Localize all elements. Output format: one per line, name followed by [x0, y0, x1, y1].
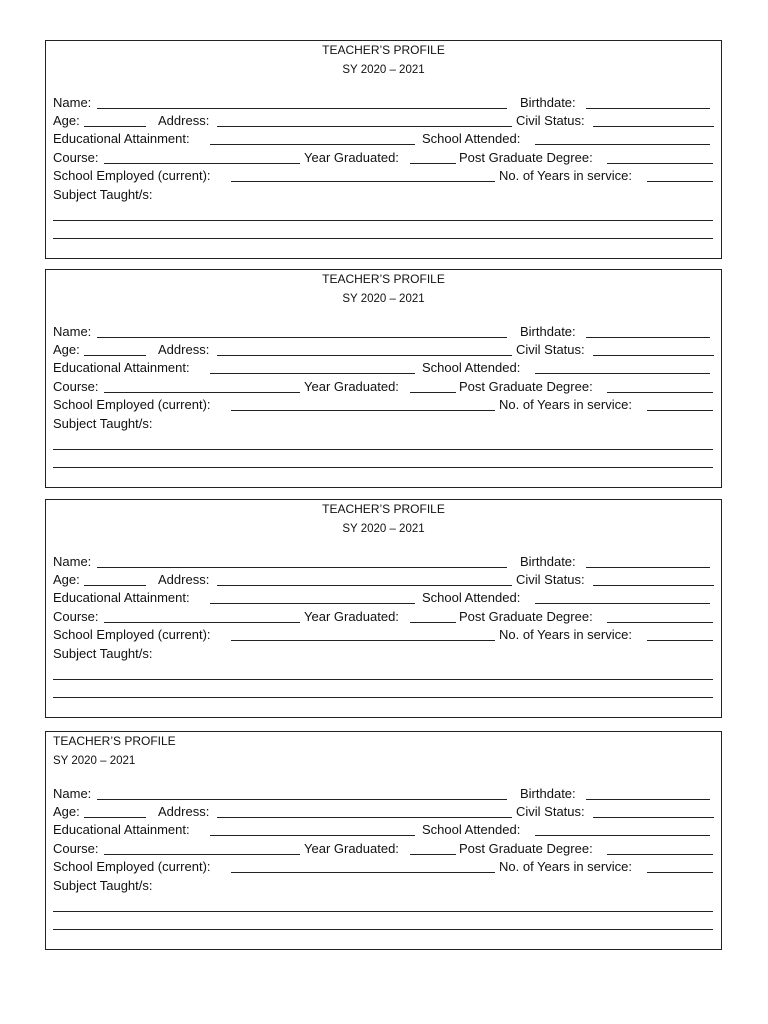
educational-attainment-field[interactable]	[210, 144, 415, 145]
educational-attainment-label: Educational Attainment:	[53, 822, 190, 837]
course-label: Course:	[53, 609, 99, 624]
subject-taught-line-2[interactable]	[53, 467, 713, 468]
post-graduate-degree-label: Post Graduate Degree:	[459, 609, 593, 624]
teacher-profile-card	[45, 40, 722, 259]
civil-status-field[interactable]	[593, 817, 714, 818]
card-header	[46, 502, 721, 537]
row-course-year-degree	[53, 149, 713, 167]
school-year: SY 2020 – 2021	[53, 755, 136, 767]
row-course-year-degree	[53, 378, 713, 396]
school-employed-field[interactable]	[231, 181, 495, 182]
year-graduated-field[interactable]	[410, 392, 456, 393]
school-attended-field[interactable]	[535, 603, 710, 604]
age-label: Age:	[53, 342, 80, 357]
school-attended-field[interactable]	[535, 144, 710, 145]
age-label: Age:	[53, 113, 80, 128]
row-subject-taught	[53, 415, 713, 433]
educational-attainment-field[interactable]	[210, 603, 415, 604]
year-graduated-field[interactable]	[410, 854, 456, 855]
row-subject-taught	[53, 877, 713, 895]
school-employed-field[interactable]	[231, 410, 495, 411]
school-employed-label: School Employed (current):	[53, 397, 211, 412]
name-label: Name:	[53, 786, 92, 801]
years-in-service-field[interactable]	[647, 872, 713, 873]
row-name-birthdate	[53, 785, 713, 803]
years-in-service-label: No. of Years in service:	[499, 168, 632, 183]
address-field[interactable]	[217, 817, 512, 818]
birthdate-label: Birthdate:	[520, 95, 576, 110]
school-attended-label: School Attended:	[422, 590, 521, 605]
post-graduate-degree-label: Post Graduate Degree:	[459, 150, 593, 165]
course-label: Course:	[53, 150, 99, 165]
row-employment-service	[53, 858, 713, 876]
row-subject-taught	[53, 645, 713, 663]
subject-taught-label: Subject Taught/s:	[53, 878, 153, 893]
civil-status-field[interactable]	[593, 126, 714, 127]
year-graduated-label: Year Graduated:	[304, 609, 399, 624]
course-field[interactable]	[104, 854, 300, 855]
name-field[interactable]	[97, 799, 507, 800]
post-graduate-degree-label: Post Graduate Degree:	[459, 841, 593, 856]
post-graduate-degree-field[interactable]	[607, 854, 713, 855]
row-age-address-civil-status	[53, 112, 713, 130]
row-employment-service	[53, 167, 713, 185]
subject-taught-line-1[interactable]	[53, 220, 713, 221]
year-graduated-field[interactable]	[410, 163, 456, 164]
civil-status-field[interactable]	[593, 585, 714, 586]
row-age-address-civil-status	[53, 571, 713, 589]
address-field[interactable]	[217, 355, 512, 356]
school-attended-label: School Attended:	[422, 360, 521, 375]
educational-attainment-field[interactable]	[210, 835, 415, 836]
educational-attainment-label: Educational Attainment:	[53, 131, 190, 146]
teacher-profile-card	[45, 731, 722, 950]
post-graduate-degree-field[interactable]	[607, 163, 713, 164]
years-in-service-field[interactable]	[647, 640, 713, 641]
age-label: Age:	[53, 804, 80, 819]
school-attended-field[interactable]	[535, 835, 710, 836]
row-course-year-degree	[53, 608, 713, 626]
school-attended-field[interactable]	[535, 373, 710, 374]
form-title: TEACHER’S PROFILE	[322, 502, 445, 516]
school-employed-field[interactable]	[231, 872, 495, 873]
form-title: TEACHER’S PROFILE	[322, 272, 445, 286]
address-label: Address:	[158, 342, 210, 357]
subject-taught-label: Subject Taught/s:	[53, 646, 153, 661]
birthdate-field[interactable]	[586, 108, 710, 109]
year-graduated-label: Year Graduated:	[304, 150, 399, 165]
subject-taught-label: Subject Taught/s:	[53, 416, 153, 431]
name-label: Name:	[53, 554, 92, 569]
row-age-address-civil-status	[53, 803, 713, 821]
course-field[interactable]	[104, 163, 300, 164]
row-education-school	[53, 821, 713, 839]
name-field[interactable]	[97, 567, 507, 568]
years-in-service-label: No. of Years in service:	[499, 627, 632, 642]
row-age-address-civil-status	[53, 341, 713, 359]
school-attended-label: School Attended:	[422, 822, 521, 837]
address-field[interactable]	[217, 585, 512, 586]
birthdate-field[interactable]	[586, 567, 710, 568]
row-name-birthdate	[53, 553, 713, 571]
school-year: SY 2020 – 2021	[342, 523, 425, 535]
educational-attainment-label: Educational Attainment:	[53, 360, 190, 375]
card-header	[46, 272, 721, 307]
age-field[interactable]	[84, 585, 146, 586]
row-name-birthdate	[53, 94, 713, 112]
teacher-profile-card	[45, 269, 722, 488]
years-in-service-field[interactable]	[647, 181, 713, 182]
row-course-year-degree	[53, 840, 713, 858]
age-label: Age:	[53, 572, 80, 587]
age-field[interactable]	[84, 817, 146, 818]
course-label: Course:	[53, 379, 99, 394]
row-education-school	[53, 359, 713, 377]
years-in-service-field[interactable]	[647, 410, 713, 411]
birthdate-label: Birthdate:	[520, 554, 576, 569]
birthdate-label: Birthdate:	[520, 786, 576, 801]
school-year: SY 2020 – 2021	[342, 293, 425, 305]
subject-taught-line-1[interactable]	[53, 449, 713, 450]
school-employed-label: School Employed (current):	[53, 627, 211, 642]
birthdate-label: Birthdate:	[520, 324, 576, 339]
school-employed-label: School Employed (current):	[53, 168, 211, 183]
row-subject-taught	[53, 186, 713, 204]
form-title: TEACHER’S PROFILE	[53, 734, 176, 748]
name-label: Name:	[53, 324, 92, 339]
years-in-service-label: No. of Years in service:	[499, 859, 632, 874]
course-field[interactable]	[104, 392, 300, 393]
subject-taught-line-2[interactable]	[53, 697, 713, 698]
birthdate-field[interactable]	[586, 337, 710, 338]
row-employment-service	[53, 396, 713, 414]
post-graduate-degree-field[interactable]	[607, 622, 713, 623]
civil-status-field[interactable]	[593, 355, 714, 356]
name-field[interactable]	[97, 337, 507, 338]
civil-status-label: Civil Status:	[516, 804, 585, 819]
subject-taught-label: Subject Taught/s:	[53, 187, 153, 202]
row-education-school	[53, 130, 713, 148]
teacher-profile-card	[45, 499, 722, 718]
subject-taught-line-1[interactable]	[53, 911, 713, 912]
educational-attainment-field[interactable]	[210, 373, 415, 374]
card-header	[46, 43, 721, 78]
course-label: Course:	[53, 841, 99, 856]
name-label: Name:	[53, 95, 92, 110]
age-field[interactable]	[84, 355, 146, 356]
birthdate-field[interactable]	[586, 799, 710, 800]
name-field[interactable]	[97, 108, 507, 109]
educational-attainment-label: Educational Attainment:	[53, 590, 190, 605]
civil-status-label: Civil Status:	[516, 572, 585, 587]
school-employed-field[interactable]	[231, 640, 495, 641]
school-employed-label: School Employed (current):	[53, 859, 211, 874]
school-year: SY 2020 – 2021	[342, 64, 425, 76]
years-in-service-label: No. of Years in service:	[499, 397, 632, 412]
card-header	[53, 734, 721, 769]
course-field[interactable]	[104, 622, 300, 623]
year-graduated-label: Year Graduated:	[304, 379, 399, 394]
subject-taught-line-2[interactable]	[53, 929, 713, 930]
row-employment-service	[53, 626, 713, 644]
year-graduated-field[interactable]	[410, 622, 456, 623]
civil-status-label: Civil Status:	[516, 342, 585, 357]
post-graduate-degree-label: Post Graduate Degree:	[459, 379, 593, 394]
row-education-school	[53, 589, 713, 607]
age-field[interactable]	[84, 126, 146, 127]
address-label: Address:	[158, 113, 210, 128]
subject-taught-line-1[interactable]	[53, 679, 713, 680]
subject-taught-line-2[interactable]	[53, 238, 713, 239]
civil-status-label: Civil Status:	[516, 113, 585, 128]
post-graduate-degree-field[interactable]	[607, 392, 713, 393]
row-name-birthdate	[53, 323, 713, 341]
address-label: Address:	[158, 572, 210, 587]
form-title: TEACHER’S PROFILE	[322, 43, 445, 57]
address-field[interactable]	[217, 126, 512, 127]
school-attended-label: School Attended:	[422, 131, 521, 146]
address-label: Address:	[158, 804, 210, 819]
year-graduated-label: Year Graduated:	[304, 841, 399, 856]
